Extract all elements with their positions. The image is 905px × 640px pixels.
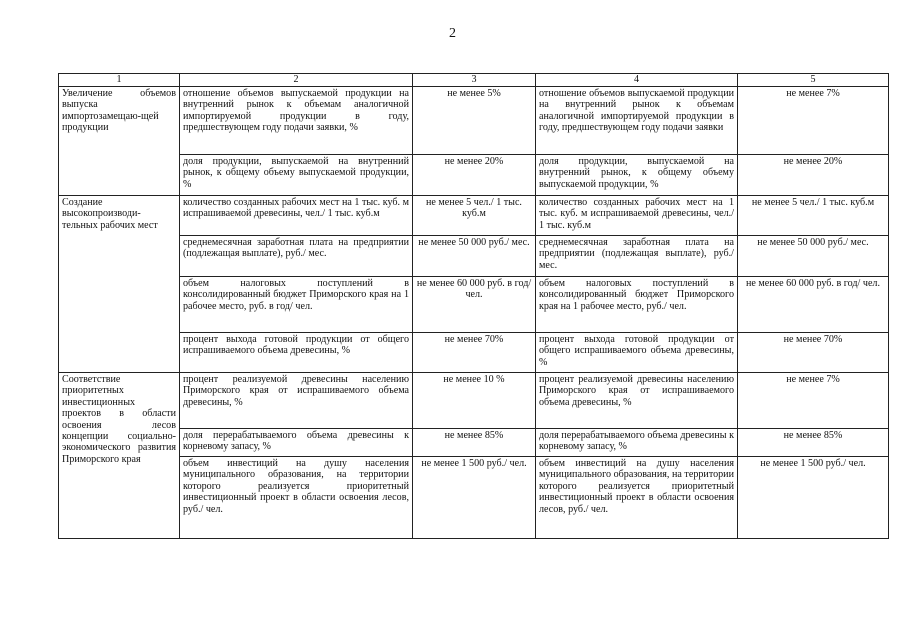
threshold-cell: не менее 20% [738,155,889,196]
indicator-cell: процент реализуемой древесины населению Приморского края от испрашиваемого объема древесины, % [180,373,413,429]
threshold-cell: не менее 5 чел./ 1 тыс. куб.м [738,196,889,236]
indicator-cell: количество созданных рабочих мест на 1 тыс. куб. м испрашиваемой древесины, чел./ 1 тыс. куб.м [536,196,738,236]
indicator-cell: доля продукции, выпускаемой на внутренний рынок, к общему объему выпускаемой продукции, % [180,155,413,196]
column-header: 4 [536,74,738,87]
column-header: 2 [180,74,413,87]
indicator-cell: процент выхода готовой продукции от общего испрашиваемого объема древесины, % [180,333,413,373]
threshold-cell: не менее 1 500 руб./ чел. [413,457,536,539]
threshold-cell: не менее 60 000 руб. в год/ чел. [738,277,889,333]
criteria-table [58,73,889,539]
threshold-cell: не менее 50 000 руб./ мес. [738,236,889,277]
indicator-cell: количество созданных рабочих мест на 1 тыс. куб. м испрашиваемой древесины, чел./ 1 тыс. куб.м [180,196,413,236]
indicator-cell: объем инвестиций на душу населения муниципального образования, на территории которого реализуется приоритетный инвестиционный проект в области освоения лесов, руб./ чел. [536,457,738,539]
indicator-cell: отношение объемов выпускаемой продукции на внутренний рынок к объемам аналогичной импортируемой продукции в году, предшествующем году подачи заявки [536,87,738,155]
column-header: 3 [413,74,536,87]
indicator-cell: среднемесячная заработная плата на предприятии (подлежащая выплате), руб./ мес. [536,236,738,277]
column-header: 1 [59,74,180,87]
threshold-cell: не менее 10 % [413,373,536,429]
page-number: 2 [449,26,456,41]
indicator-cell: доля продукции, выпускаемой на внутренний рынок, к общему объему выпускаемой продукции, % [536,155,738,196]
threshold-cell: не менее 70% [413,333,536,373]
threshold-cell: не менее 7% [738,87,889,155]
table-header-row [59,74,889,87]
table-row [59,457,889,539]
threshold-cell: не менее 5% [413,87,536,155]
threshold-cell: не менее 85% [413,429,536,457]
table-row [59,333,889,373]
table-row [59,373,889,429]
threshold-cell: не менее 60 000 руб. в год/ чел. [413,277,536,333]
indicator-cell: доля перерабатываемого объема древесины к корневому запасу, % [180,429,413,457]
threshold-cell: не менее 85% [738,429,889,457]
indicator-cell: объем инвестиций на душу населения муниципального образования, на территории которого реализуется приоритетный инвестиционный проект в области освоения лесов, руб./ чел. [180,457,413,539]
table-row [59,87,889,155]
column-header: 5 [738,74,889,87]
indicator-cell: процент выхода готовой продукции от общего испрашиваемого объема древесины, % [536,333,738,373]
table-row [59,429,889,457]
threshold-cell: не менее 70% [738,333,889,373]
indicator-cell: объем налоговых поступлений в консолидированный бюджет Приморского края на 1 рабочее место, руб. в год/ чел. [180,277,413,333]
indicator-cell: процент реализуемой древесины населению Приморского края от испрашиваемого объема древесины, % [536,373,738,429]
threshold-cell: не менее 20% [413,155,536,196]
table-row [59,155,889,196]
table-row [59,277,889,333]
threshold-cell: не менее 50 000 руб./ мес. [413,236,536,277]
indicator-cell: среднемесячная заработная плата на предприятии (подлежащая выплате), руб./ мес. [180,236,413,277]
criterion-cell: Увеличение объемов выпуска импортозамещаю-щей продукции [59,87,180,196]
indicator-cell: доля перерабатываемого объема древесины к корневому запасу, % [536,429,738,457]
table-row [59,196,889,236]
criterion-cell: Соответствие приоритетных инвестиционных проектов в области освоения лесов концепции социально-экономического развития Приморского края [59,373,180,539]
indicator-cell: отношение объемов выпускаемой продукции на внутренний рынок к объемам аналогичной импортируемой продукции в году, предшествующем году подачи заявки, % [180,87,413,155]
criterion-cell: Создание высокопроизводи-тельных рабочих мест [59,196,180,373]
threshold-cell: не менее 1 500 руб./ чел. [738,457,889,539]
table-row [59,236,889,277]
threshold-cell: не менее 7% [738,373,889,429]
indicator-cell: объем налоговых поступлений в консолидированный бюджет Приморского края на 1 рабочее место, руб./ чел. [536,277,738,333]
threshold-cell: не менее 5 чел./ 1 тыс. куб.м [413,196,536,236]
